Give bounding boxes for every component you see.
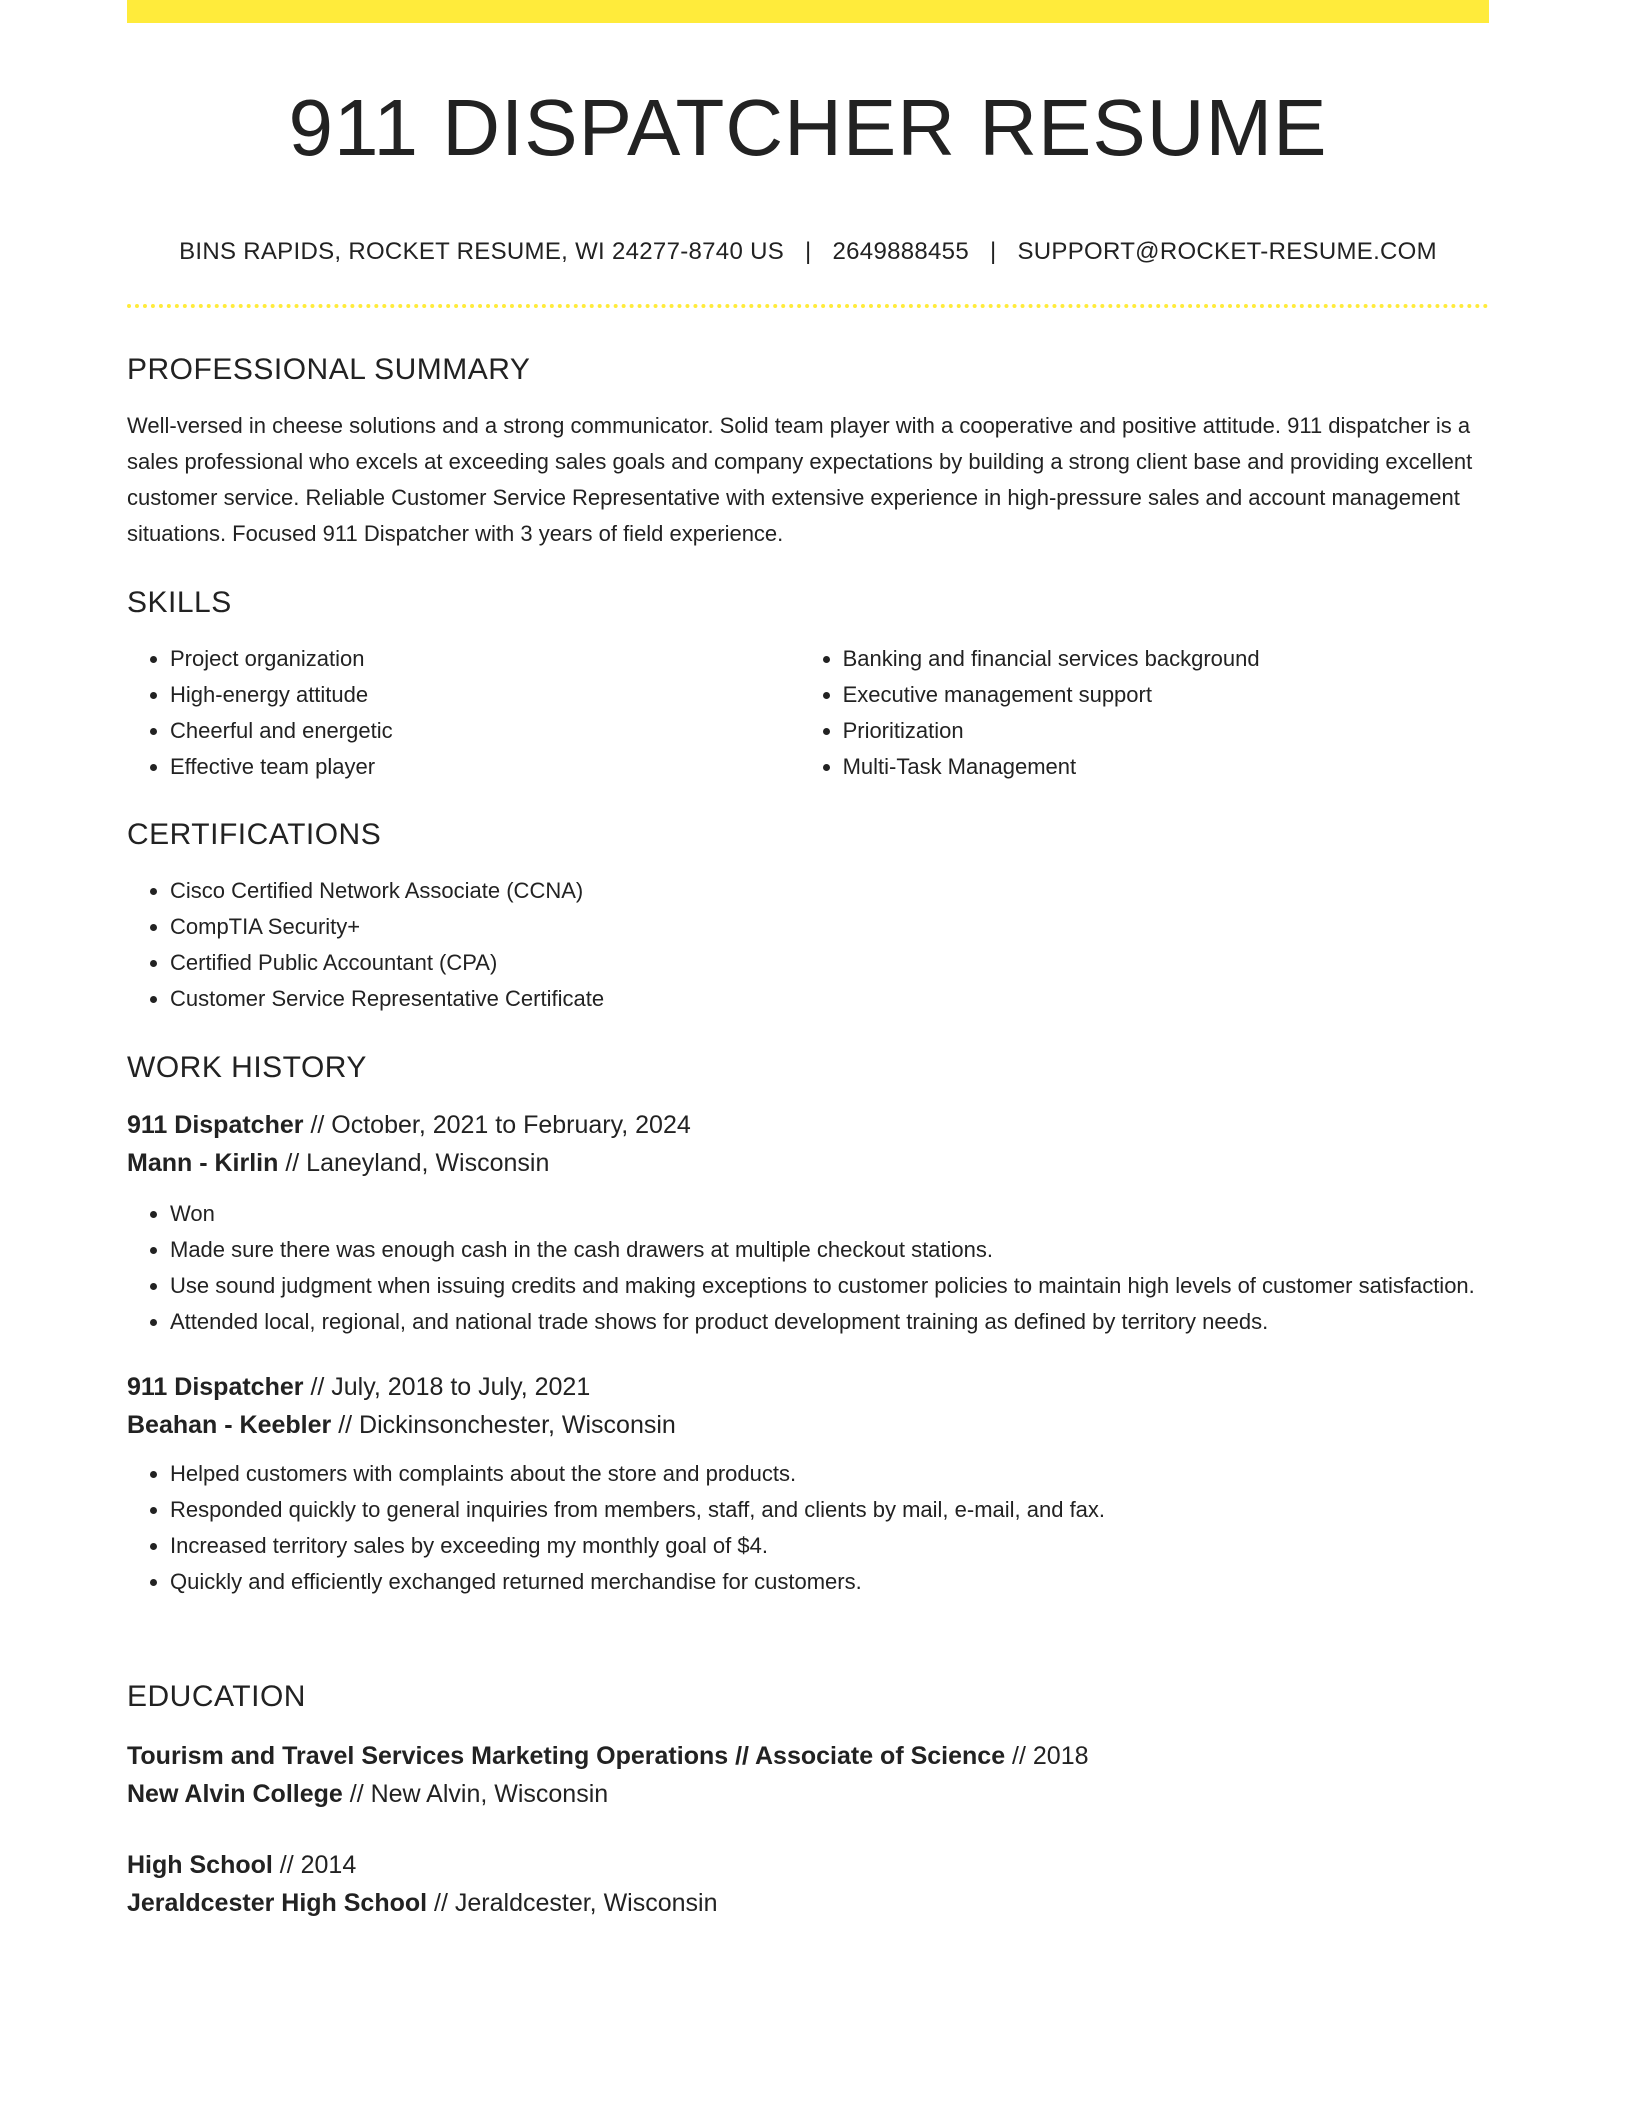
work-section	[127, 1050, 1489, 1600]
education-entry	[127, 1737, 1489, 1813]
summary-text: Well-versed in cheese solutions and a strong communicator. Solid team player with a cooperative and positive attitude. 911 dispatcher is a sales professional who excels at exceeding sales goals and company expectations by building a strong client base and providing excellent customer service. Reliable Customer Service Representative with extensive experience in high-pressure sales and account management situations. Focused 911 Dispatcher with 3 years of field experience.	[127, 413, 1473, 546]
skills-list-right	[800, 641, 1489, 785]
list-item: • Quickly and efficiently exchanged returned merchandise for customers.	[170, 1564, 1489, 1600]
job-bullets	[127, 1456, 1489, 1600]
list-item: • Attended local, regional, and national trade shows for product development training as defined by territory needs.	[170, 1304, 1489, 1340]
list-item: • Cisco Certified Network Associate (CCNA)	[170, 873, 1489, 909]
education-school: New Alvin College	[127, 1780, 343, 1808]
job-dates: // July, 2018 to July, 2021	[303, 1373, 591, 1401]
job-title-line	[127, 1368, 1489, 1406]
list-item: • Won	[170, 1196, 1489, 1232]
education-degree-line	[127, 1737, 1489, 1775]
skills-section	[127, 585, 1489, 785]
education-year: // 2018	[1005, 1742, 1089, 1770]
job-location: // Dickinsonchester, Wisconsin	[331, 1411, 676, 1439]
education-heading: EDUCATION	[127, 1680, 306, 1713]
contact-separator: |	[989, 238, 997, 265]
contact-address: BINS RAPIDS, ROCKET RESUME, WI 24277-8740 US	[179, 238, 785, 265]
job-company-line	[127, 1406, 1489, 1444]
contact-email: SUPPORT@ROCKET-RESUME.COM	[1017, 238, 1437, 265]
list-item: • High-energy attitude	[170, 677, 800, 713]
contact-separator: |	[804, 238, 812, 265]
summary-heading: PROFESSIONAL SUMMARY	[127, 353, 531, 386]
list-item: • Responded quickly to general inquiries from members, staff, and clients by mail, e-mail, and fax.	[170, 1492, 1489, 1528]
education-degree-line	[127, 1846, 1489, 1884]
list-item: • Use sound judgment when issuing credits and making exceptions to customer policies to maintain high levels of customer satisfaction.	[170, 1268, 1489, 1304]
certifications-section	[127, 817, 1489, 1017]
list-item: • Project organization	[170, 641, 800, 677]
list-item: • Made sure there was enough cash in the cash drawers at multiple checkout stations.	[170, 1232, 1489, 1268]
list-item: • Certified Public Accountant (CPA)	[170, 945, 1489, 981]
list-item: • Customer Service Representative Certificate	[170, 981, 1489, 1017]
education-location: // Jeraldcester, Wisconsin	[427, 1889, 718, 1917]
job-title: 911 Dispatcher	[127, 1373, 304, 1401]
job-title: 911 Dispatcher	[127, 1111, 304, 1139]
list-item: • Banking and financial services background	[843, 641, 1489, 677]
list-item: • Cheerful and energetic	[170, 713, 800, 749]
education-year: // 2014	[272, 1851, 357, 1879]
education-school-line	[127, 1775, 1489, 1813]
skills-columns	[127, 621, 1489, 785]
education-school: Jeraldcester High School	[127, 1889, 428, 1917]
list-item: • Increased territory sales by exceeding my monthly goal of $4.	[170, 1528, 1489, 1564]
skills-heading: SKILLS	[127, 586, 232, 619]
contact-phone: 2649888455	[832, 238, 969, 265]
summary-section	[127, 352, 1489, 552]
job-company-line	[127, 1144, 1489, 1182]
education-degree: High School	[127, 1851, 273, 1879]
education-section	[127, 1679, 1489, 1922]
job-company: Mann - Kirlin	[127, 1149, 279, 1177]
certifications-list	[127, 873, 1489, 1017]
job-dates: // October, 2021 to February, 2024	[303, 1111, 691, 1139]
list-item: • Prioritization	[843, 713, 1489, 749]
list-item: • Executive management support	[843, 677, 1489, 713]
top-accent-bar	[127, 0, 1489, 23]
job-entry	[127, 1106, 1489, 1340]
education-location: // New Alvin, Wisconsin	[342, 1780, 609, 1808]
job-entry	[127, 1368, 1489, 1600]
education-entry	[127, 1846, 1489, 1922]
certifications-heading: CERTIFICATIONS	[127, 818, 382, 851]
education-degree: Tourism and Travel Services Marketing Operations // Associate of Science	[127, 1742, 1006, 1770]
work-heading: WORK HISTORY	[127, 1051, 367, 1084]
list-item: • Multi-Task Management	[843, 749, 1489, 785]
job-bullets	[127, 1196, 1489, 1340]
job-title-line	[127, 1106, 1489, 1144]
list-item: • CompTIA Security+	[170, 909, 1489, 945]
page-title: 911 DISPATCHER RESUME	[288, 83, 1328, 172]
education-school-line	[127, 1884, 1489, 1922]
contact-line	[127, 236, 1489, 268]
header-divider	[127, 304, 1489, 308]
list-item: • Effective team player	[170, 749, 800, 785]
job-company: Beahan - Keebler	[127, 1411, 332, 1439]
list-item: • Helped customers with complaints about the store and products.	[170, 1456, 1489, 1492]
skills-list-left	[127, 641, 800, 785]
job-location: // Laneyland, Wisconsin	[278, 1149, 550, 1177]
